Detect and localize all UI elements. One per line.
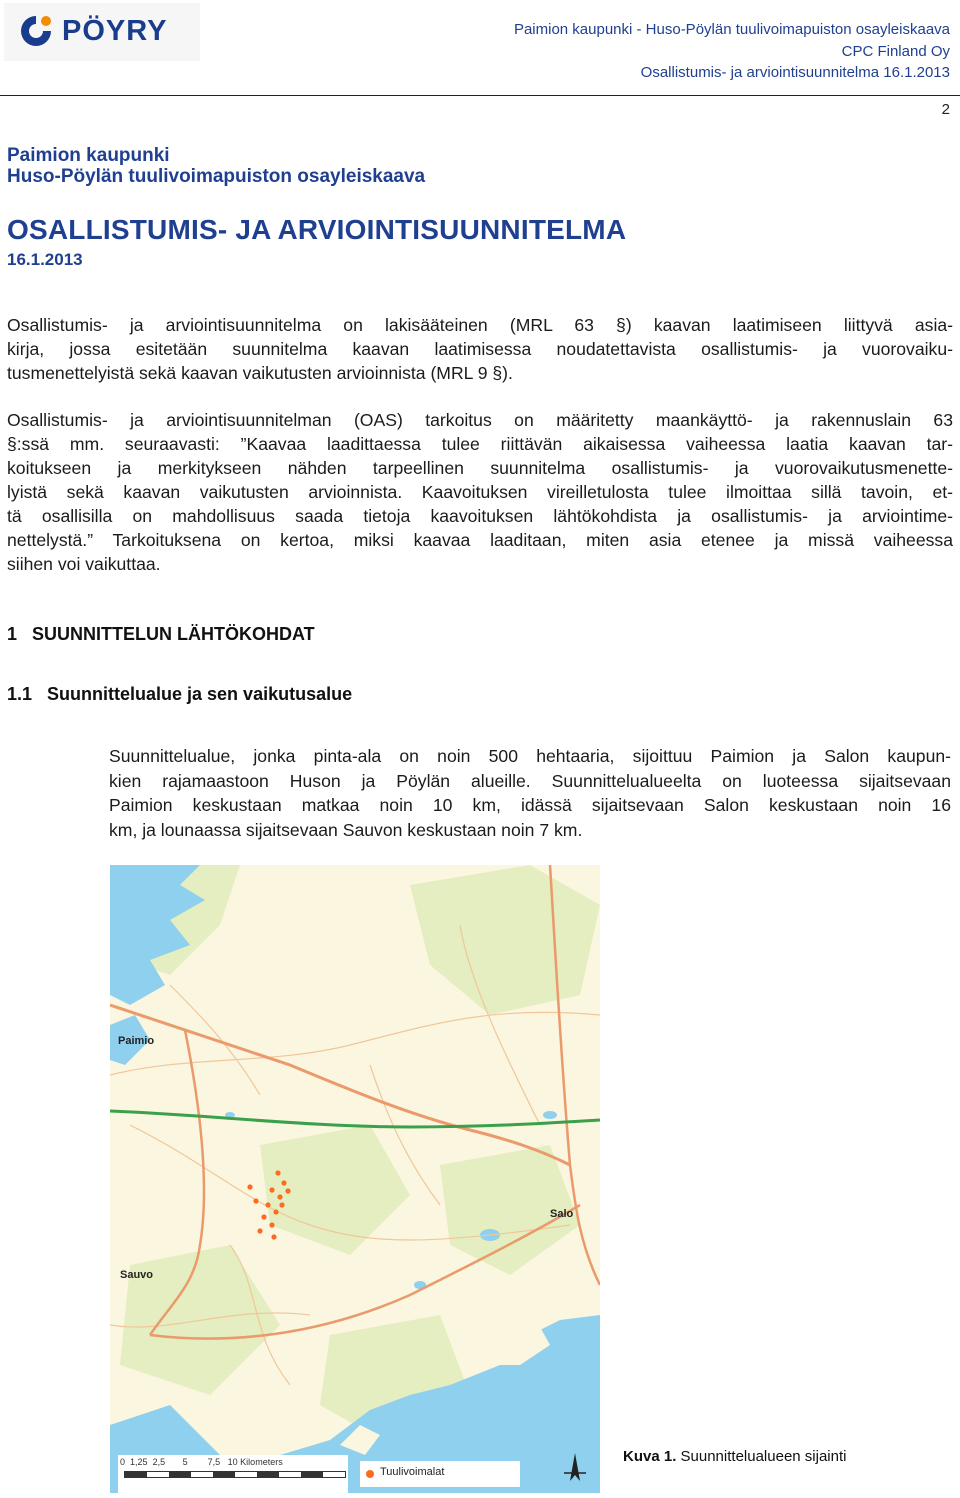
section-heading-1: 1 SUUNNITTELUN LÄHTÖKOHDAT	[7, 624, 315, 644]
header-company: CPC Finland Oy	[841, 43, 950, 60]
purpose-line: §:ssä mm. seuraavasti: ”Kaavaa laadittaessa tulee riittävän aikaisessa vaiheessa laatia kaavan tar-	[7, 434, 953, 454]
title-date: 16.1.2013	[7, 250, 83, 269]
header-document: Osallistumis- ja arviointisuunnitelma 16.1.2013	[640, 64, 950, 81]
turbine-marker	[261, 1214, 266, 1219]
header-divider	[0, 95, 960, 96]
title-plan: Huso-Pöylän tuulivoimapuiston osayleiskaava	[7, 166, 426, 187]
scale-bar-graphic	[124, 1471, 346, 1478]
intro-line: Osallistumis- ja arviointisuunnitelma on lakisääteinen (MRL 63 §) kaavan laatimiseen liittyvä asia-	[7, 315, 953, 335]
turbine-marker	[277, 1194, 282, 1199]
map-label-paimio: Paimio	[118, 1035, 155, 1047]
intro-line: kirja, jossa esitetään suunnitelma kaavan laatimisessa noudatettavista osallistumis- ja vuorovaiku-	[7, 339, 953, 359]
turbine-marker	[279, 1202, 284, 1207]
turbine-marker	[285, 1188, 290, 1193]
caption-label: Kuva 1.	[623, 1448, 677, 1465]
purpose-line: siihen voi vaikuttaa.	[7, 554, 161, 574]
turbine-marker	[265, 1202, 270, 1207]
turbine-legend-icon	[366, 1470, 374, 1478]
area-line: kien rajamaastoon Huson ja Pöylän alueille. Suunnittelualueelta on luoteessa sijaitsevaan	[109, 770, 951, 791]
purpose-paragraph	[7, 408, 953, 576]
scale-tick: 0	[120, 1457, 126, 1467]
turbine-marker	[247, 1184, 252, 1189]
map-label-sauvo: Sauvo	[120, 1269, 154, 1281]
area-paragraph	[109, 744, 951, 842]
map-graphic	[110, 865, 600, 1493]
intro-line: tusmenettelyistä sekä kaavan vaikutusten arvioinnista (MRL 9 §).	[7, 363, 513, 383]
intro-paragraph	[7, 313, 953, 385]
area-line: Suunnittelualue, jonka pinta-ala on noin 500 hehtaaria, sijoittuu Paimion ja Salon kaupun-	[109, 746, 951, 766]
turbine-marker	[253, 1198, 258, 1203]
turbine-marker	[257, 1228, 262, 1233]
poyry-logo	[4, 3, 200, 61]
purpose-line: tä osallisilla on mahdollisuus saada tietoja kaavoituksen lähtökohdista ja osallistumis- ja arviointime-	[7, 506, 953, 526]
purpose-line: Osallistumis- ja arviointisuunnitelman (OAS) tarkoitus on määritetty maankäyttö- ja rakennuslain 63	[7, 410, 953, 430]
poyry-logo-mark-icon	[16, 13, 56, 49]
purpose-line: koitukseen ja merkitykseen nähden tarpeellinen suunnitelma osallistumis- ja vuorovaikutusmenette-	[7, 458, 953, 478]
turbine-marker	[271, 1234, 276, 1239]
section-heading-1-1: 1.1 Suunnittelualue ja sen vaikutusalue	[7, 684, 353, 704]
header-project: Paimion kaupunki - Huso-Pöylän tuulivoimapuiston osayleiskaava	[513, 21, 950, 38]
map-label-salo: Salo	[550, 1208, 574, 1220]
title-municipality: Paimion kaupunki	[7, 145, 170, 166]
scale-ticks	[120, 1457, 283, 1467]
caption-text: Suunnittelualueen sijainti	[676, 1448, 847, 1465]
logo-wordmark: PÖYRY	[62, 15, 168, 47]
location-map	[110, 865, 600, 1493]
turbine-marker	[269, 1222, 274, 1227]
map-scale-bar	[118, 1455, 348, 1493]
scale-tick: 10 Kilometers	[227, 1457, 283, 1467]
page-number: 2	[941, 101, 950, 118]
purpose-line: lyistä sekä kaavan vaikutusten arvioinnista. Kaavoituksen vireilletulosta tulee ilmoittaa sillä tavoin, et-	[7, 482, 953, 502]
area-line: Paimion keskustaan matkaa noin 10 km, idässä sijaitsevaan Salon keskustaan noin 16	[109, 795, 951, 815]
map-legend	[360, 1461, 520, 1487]
turbine-marker	[269, 1187, 274, 1192]
page-title: OSALLISTUMIS- JA ARVIOINTISUUNNITELMA	[7, 214, 627, 245]
scale-tick: 2,5	[152, 1457, 166, 1467]
north-arrow-icon	[560, 1451, 590, 1489]
legend-label: Tuulivoimalat	[380, 1466, 445, 1478]
figure-caption	[623, 1448, 846, 1465]
area-line: km, ja lounaassa sijaitsevaan Sauvon keskustaan noin 7 km.	[109, 819, 583, 840]
scale-tick: 1,25	[130, 1457, 148, 1467]
turbine-marker	[273, 1209, 278, 1214]
purpose-line: nettelystä.” Tarkoituksena on kertoa, miksi kaavaa laaditaan, miten asia etenee ja missä vaiheessa	[7, 530, 953, 550]
scale-tick: 5	[182, 1457, 188, 1467]
turbine-marker	[275, 1170, 280, 1175]
scale-tick: 7,5	[207, 1457, 221, 1467]
turbine-marker	[281, 1180, 286, 1185]
